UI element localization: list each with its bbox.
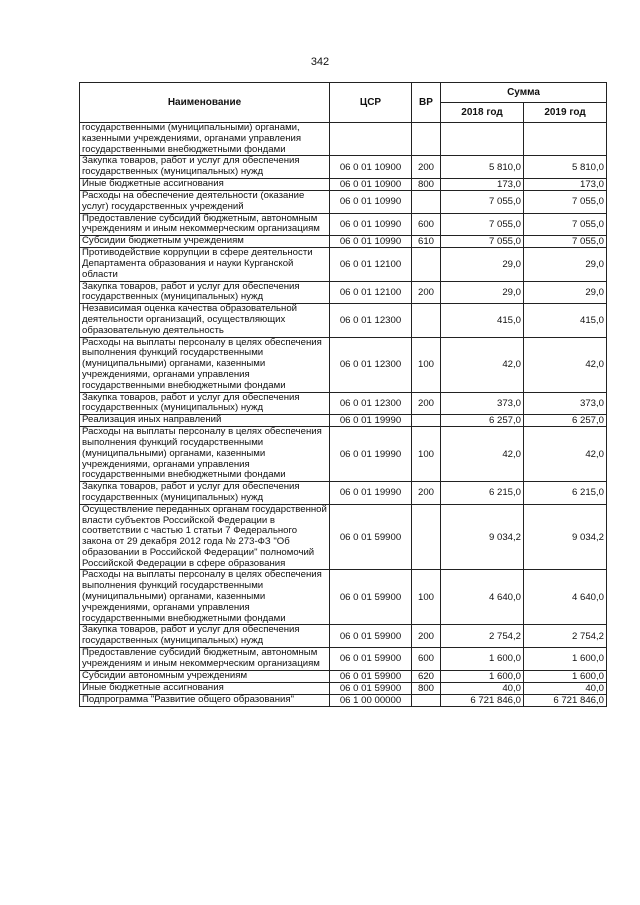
row-amount-2019: 40,0	[524, 682, 607, 694]
row-amount-2019: 7 055,0	[524, 190, 607, 213]
row-name: Расходы на выплаты персоналу в целях обеспечения выполнения функций государственными (муниципальными) органами, казенными учреждениями, органами управления государственными внебюджетными фондами	[80, 570, 330, 625]
row-vr	[412, 123, 441, 156]
row-name: Закупка товаров, работ и услуг для обеспечения государственных (муниципальных) нужд	[80, 625, 330, 648]
row-vr: 600	[412, 648, 441, 671]
row-name: Независимая оценка качества образовательной деятельности организаций, осуществляющих образовательную деятельность	[80, 304, 330, 337]
table-row	[80, 248, 607, 281]
table-row	[80, 392, 607, 415]
row-csr: 06 1 00 00000	[330, 694, 412, 706]
table-row	[80, 415, 607, 427]
row-csr: 06 0 01 19990	[330, 482, 412, 505]
row-name: Расходы на выплаты персоналу в целях обеспечения выполнения функций государственными (муниципальными) органами, казенными учреждениями, органами управления государственными внебюджетными фондами	[80, 427, 330, 482]
row-amount-2019: 6 721 846,0	[524, 694, 607, 706]
header-csr: ЦСР	[330, 83, 412, 123]
row-amount-2018: 4 640,0	[441, 570, 524, 625]
row-amount-2018: 1 600,0	[441, 670, 524, 682]
row-amount-2018: 6 257,0	[441, 415, 524, 427]
header-name: Наименование	[80, 83, 330, 123]
table-row	[80, 236, 607, 248]
row-csr: 06 0 01 10900	[330, 156, 412, 179]
row-amount-2019: 173,0	[524, 178, 607, 190]
row-csr: 06 0 01 19990	[330, 415, 412, 427]
row-vr	[412, 694, 441, 706]
row-amount-2018: 5 810,0	[441, 156, 524, 179]
row-vr: 200	[412, 625, 441, 648]
header-year-2018: 2018 год	[441, 103, 524, 123]
row-amount-2019: 373,0	[524, 392, 607, 415]
row-vr: 620	[412, 670, 441, 682]
table-row	[80, 304, 607, 337]
row-vr: 800	[412, 682, 441, 694]
row-amount-2019: 42,0	[524, 337, 607, 392]
row-amount-2018: 6 721 846,0	[441, 694, 524, 706]
table-row	[80, 570, 607, 625]
header-sum: Сумма	[441, 83, 607, 103]
table-row	[80, 648, 607, 671]
table-row	[80, 190, 607, 213]
row-name: Закупка товаров, работ и услуг для обеспечения государственных (муниципальных) нужд	[80, 156, 330, 179]
row-amount-2019: 42,0	[524, 427, 607, 482]
row-amount-2019: 5 810,0	[524, 156, 607, 179]
row-csr	[330, 123, 412, 156]
row-vr: 100	[412, 427, 441, 482]
row-csr: 06 0 01 10900	[330, 178, 412, 190]
row-amount-2018: 42,0	[441, 337, 524, 392]
row-vr	[412, 304, 441, 337]
table-row	[80, 427, 607, 482]
row-vr: 800	[412, 178, 441, 190]
row-amount-2018: 173,0	[441, 178, 524, 190]
row-amount-2018: 29,0	[441, 281, 524, 304]
row-amount-2019: 9 034,2	[524, 504, 607, 570]
table-row	[80, 504, 607, 570]
row-name: государственными (муниципальными) органами, казенными учреждениями, органами управления государственными внебюджетными фондами	[80, 123, 330, 156]
table-row	[80, 625, 607, 648]
table-row	[80, 156, 607, 179]
row-csr: 06 0 01 59900	[330, 648, 412, 671]
row-vr	[412, 190, 441, 213]
row-vr: 100	[412, 337, 441, 392]
row-csr: 06 0 01 10990	[330, 213, 412, 236]
row-csr: 06 0 01 10990	[330, 236, 412, 248]
row-amount-2019: 7 055,0	[524, 213, 607, 236]
row-amount-2019: 29,0	[524, 248, 607, 281]
row-csr: 06 0 01 12300	[330, 304, 412, 337]
row-name: Иные бюджетные ассигнования	[80, 682, 330, 694]
row-amount-2019: 29,0	[524, 281, 607, 304]
header-year-2019: 2019 год	[524, 103, 607, 123]
table-row	[80, 670, 607, 682]
row-csr: 06 0 01 59900	[330, 504, 412, 570]
table-body	[80, 123, 607, 707]
row-amount-2019: 2 754,2	[524, 625, 607, 648]
row-vr: 200	[412, 482, 441, 505]
row-amount-2018: 7 055,0	[441, 213, 524, 236]
row-amount-2019: 1 600,0	[524, 670, 607, 682]
row-amount-2019: 6 257,0	[524, 415, 607, 427]
row-amount-2018: 40,0	[441, 682, 524, 694]
row-amount-2018: 42,0	[441, 427, 524, 482]
row-amount-2019: 1 600,0	[524, 648, 607, 671]
row-name: Субсидии автономным учреждениям	[80, 670, 330, 682]
row-csr: 06 0 01 59900	[330, 570, 412, 625]
row-vr: 200	[412, 156, 441, 179]
row-name: Реализация иных направлений	[80, 415, 330, 427]
row-amount-2018: 6 215,0	[441, 482, 524, 505]
table-row	[80, 178, 607, 190]
row-amount-2018: 373,0	[441, 392, 524, 415]
row-amount-2019: 4 640,0	[524, 570, 607, 625]
page-number: 342	[310, 56, 330, 68]
table-row	[80, 281, 607, 304]
row-csr: 06 0 01 12100	[330, 281, 412, 304]
row-name: Противодействие коррупции в сфере деятельности Департамента образования и науки Курганской области	[80, 248, 330, 281]
row-csr: 06 0 01 19990	[330, 427, 412, 482]
row-csr: 06 0 01 10990	[330, 190, 412, 213]
row-vr: 610	[412, 236, 441, 248]
row-amount-2018: 7 055,0	[441, 236, 524, 248]
row-name: Расходы на выплаты персоналу в целях обеспечения выполнения функций государственными (муниципальными) органами, казенными учреждениями, органами управления государственными внебюджетными фондами	[80, 337, 330, 392]
table-row	[80, 123, 607, 156]
row-vr	[412, 415, 441, 427]
table-header	[80, 83, 607, 123]
table-row	[80, 682, 607, 694]
row-name: Предоставление субсидий бюджетным, автономным учреждениям и иным некоммерческим организациям	[80, 213, 330, 236]
row-name: Расходы на обеспечение деятельности (оказание услуг) государственных учреждений	[80, 190, 330, 213]
row-amount-2018: 29,0	[441, 248, 524, 281]
row-vr: 200	[412, 392, 441, 415]
row-csr: 06 0 01 12300	[330, 337, 412, 392]
row-name: Закупка товаров, работ и услуг для обеспечения государственных (муниципальных) нужд	[80, 392, 330, 415]
row-csr: 06 0 01 59900	[330, 682, 412, 694]
row-vr: 200	[412, 281, 441, 304]
row-csr: 06 0 01 59900	[330, 670, 412, 682]
row-name: Закупка товаров, работ и услуг для обеспечения государственных (муниципальных) нужд	[80, 281, 330, 304]
row-amount-2018: 1 600,0	[441, 648, 524, 671]
row-vr	[412, 504, 441, 570]
row-amount-2018: 9 034,2	[441, 504, 524, 570]
row-amount-2019: 6 215,0	[524, 482, 607, 505]
row-name: Подпрограмма "Развитие общего образования"	[80, 694, 330, 706]
row-name: Предоставление субсидий бюджетным, автономным учреждениям и иным некоммерческим организациям	[80, 648, 330, 671]
row-csr: 06 0 01 59900	[330, 625, 412, 648]
row-amount-2018: 7 055,0	[441, 190, 524, 213]
row-csr: 06 0 01 12100	[330, 248, 412, 281]
row-amount-2019	[524, 123, 607, 156]
row-name: Закупка товаров, работ и услуг для обеспечения государственных (муниципальных) нужд	[80, 482, 330, 505]
row-csr: 06 0 01 12300	[330, 392, 412, 415]
row-name: Осуществление переданных органам государственной власти субъектов Российской Федерации в соответствии с частью 1 статьи 7 Федерального закона от 29 декабря 2012 года № 273-ФЗ "Об образовании в Российской Федерации" полномочий Российской Федерации в сфере образования	[80, 504, 330, 570]
row-vr: 600	[412, 213, 441, 236]
row-name: Иные бюджетные ассигнования	[80, 178, 330, 190]
table-row	[80, 337, 607, 392]
table-row	[80, 213, 607, 236]
budget-table	[79, 82, 607, 707]
table-row	[80, 482, 607, 505]
row-vr	[412, 248, 441, 281]
row-amount-2018: 415,0	[441, 304, 524, 337]
row-vr: 100	[412, 570, 441, 625]
row-amount-2018	[441, 123, 524, 156]
table-row	[80, 694, 607, 706]
row-amount-2018: 2 754,2	[441, 625, 524, 648]
header-vr: ВР	[412, 83, 441, 123]
row-amount-2019: 7 055,0	[524, 236, 607, 248]
row-amount-2019: 415,0	[524, 304, 607, 337]
row-name: Субсидии бюджетным учреждениям	[80, 236, 330, 248]
